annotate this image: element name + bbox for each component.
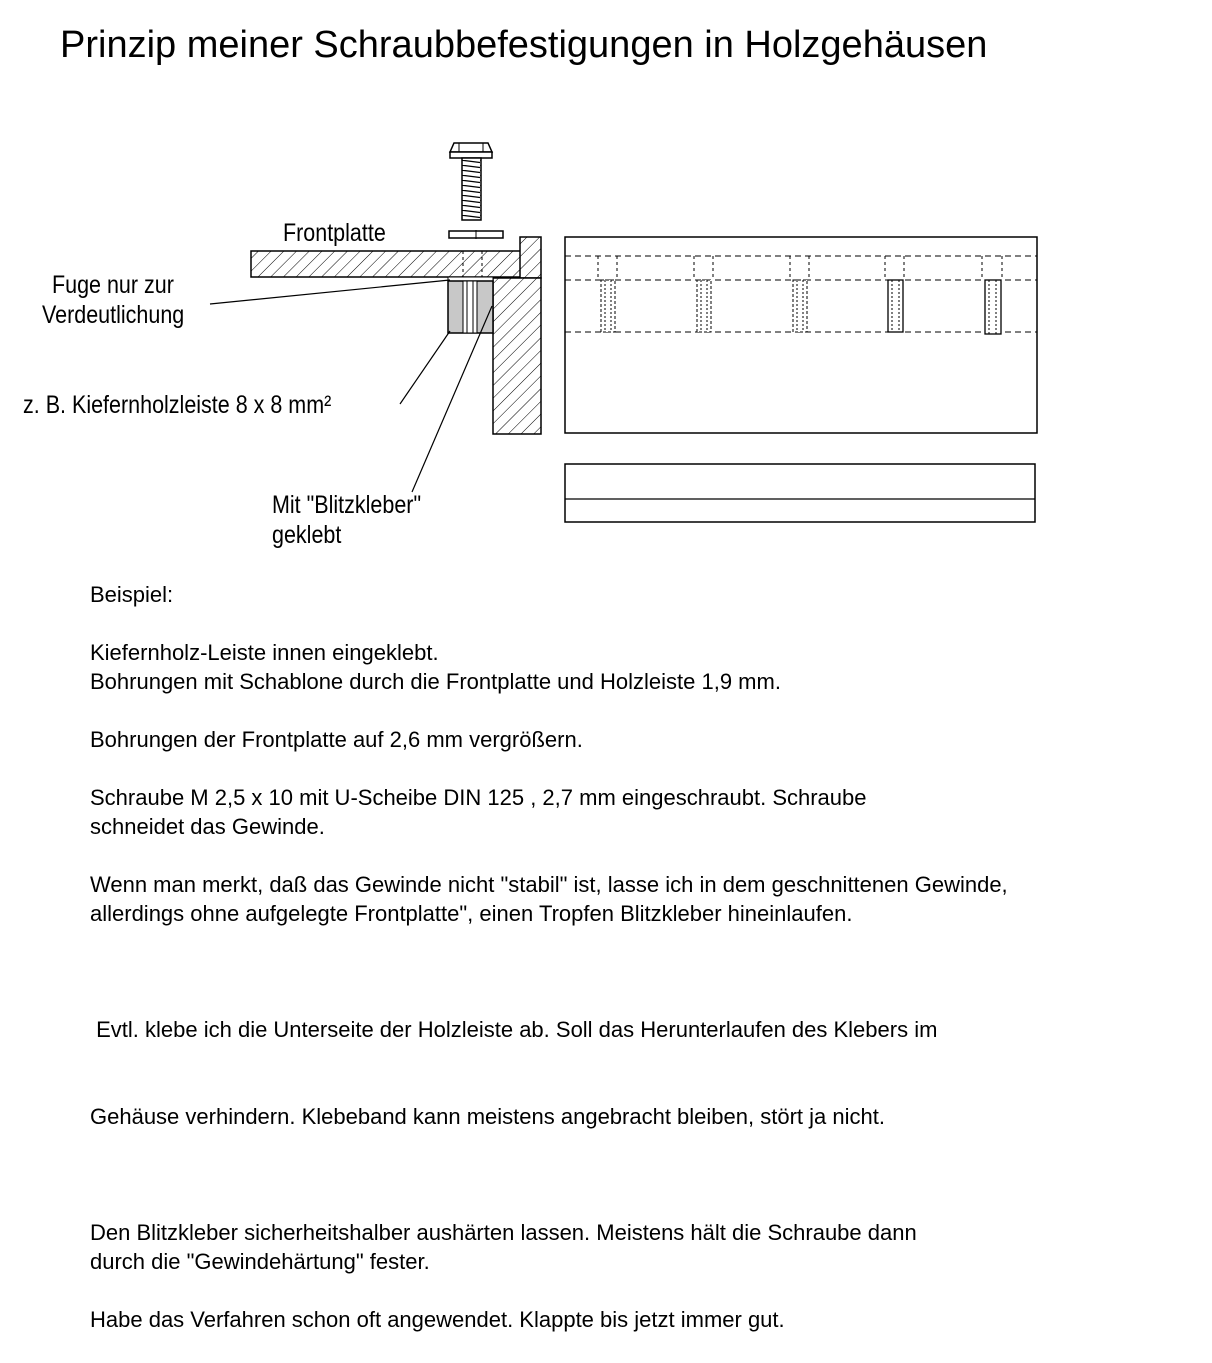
paragraph-5 xyxy=(90,957,1200,1189)
paragraph-6 xyxy=(90,1218,1200,1276)
leader-line-blitz xyxy=(412,306,492,492)
paragraph-3-line-2: schneidet das Gewinde. xyxy=(90,814,325,839)
front-plate-shape xyxy=(251,251,525,277)
paragraph-3 xyxy=(90,783,1200,841)
paragraph-1-line-1: Kiefernholz-Leiste innen eingeklebt. xyxy=(90,640,439,665)
paragraph-1 xyxy=(90,638,1200,696)
page-title: Prinzip meiner Schraubbefestigungen in Holzgehäusen xyxy=(60,24,988,66)
label-fuge-line1: Fuge nur zur xyxy=(52,271,174,299)
paragraph-6-line-2: durch die "Gewindehärtung" fester. xyxy=(90,1249,430,1274)
paragraph-6-line-1: Den Blitzkleber sicherheitshalber aushärten lassen. Meistens hält die Schraube dann xyxy=(90,1220,917,1245)
paragraph-7: Habe das Verfahren schon oft angewendet. Klappte bis jetzt immer gut. xyxy=(90,1307,785,1332)
beispiel-heading: Beispiel: xyxy=(90,582,174,607)
paragraph-5-line-2: Gehäuse verhindern. Klebeband kann meistens angebracht bleiben, stört ja nicht. xyxy=(90,1104,885,1129)
paragraph-3-line-1: Schraube M 2,5 x 10 mit U-Scheibe DIN 125 , 2,7 mm eingeschraubt. Schraube xyxy=(90,785,867,810)
label-blitz-line2: geklebt xyxy=(272,521,342,549)
leader-line-kiefer xyxy=(400,331,450,404)
paragraph-5-line-1: Evtl. klebe ich die Unterseite der Holzleiste ab. Soll das Herunterlaufen des Klebers im xyxy=(90,1017,938,1042)
label-fuge-line2: Verdeutlichung xyxy=(42,301,185,329)
paragraph-1-line-2: Bohrungen mit Schablone durch die Frontplatte und Holzleiste 1,9 mm. xyxy=(90,669,781,694)
label-kiefer: z. B. Kiefernholzleiste 8 x 8 mm² xyxy=(23,391,332,419)
label-frontplatte: Frontplatte xyxy=(283,219,386,247)
explanation-text xyxy=(90,580,1200,1363)
case-wall-top-shape xyxy=(520,237,541,278)
label-blitz-line1: Mit "Blitzkleber" xyxy=(272,491,422,519)
front-view xyxy=(565,237,1037,433)
screw-icon xyxy=(450,143,492,220)
leader-line-fuge xyxy=(210,280,450,304)
paragraph-2: Bohrungen der Frontplatte auf 2,6 mm vergrößern. xyxy=(90,727,583,752)
top-view xyxy=(565,464,1035,522)
paragraph-4-line-1: Wenn man merkt, daß das Gewinde nicht "stabil" ist, lasse ich in dem geschnittenen Gewinde, xyxy=(90,872,1008,897)
case-wall-shape xyxy=(493,278,541,434)
mounting-diagram xyxy=(0,0,1212,560)
paragraph-4-line-2: allerdings ohne aufgelegte Frontplatte", einen Tropfen Blitzkleber hineinlaufen. xyxy=(90,901,853,926)
paragraph-4 xyxy=(90,870,1200,928)
